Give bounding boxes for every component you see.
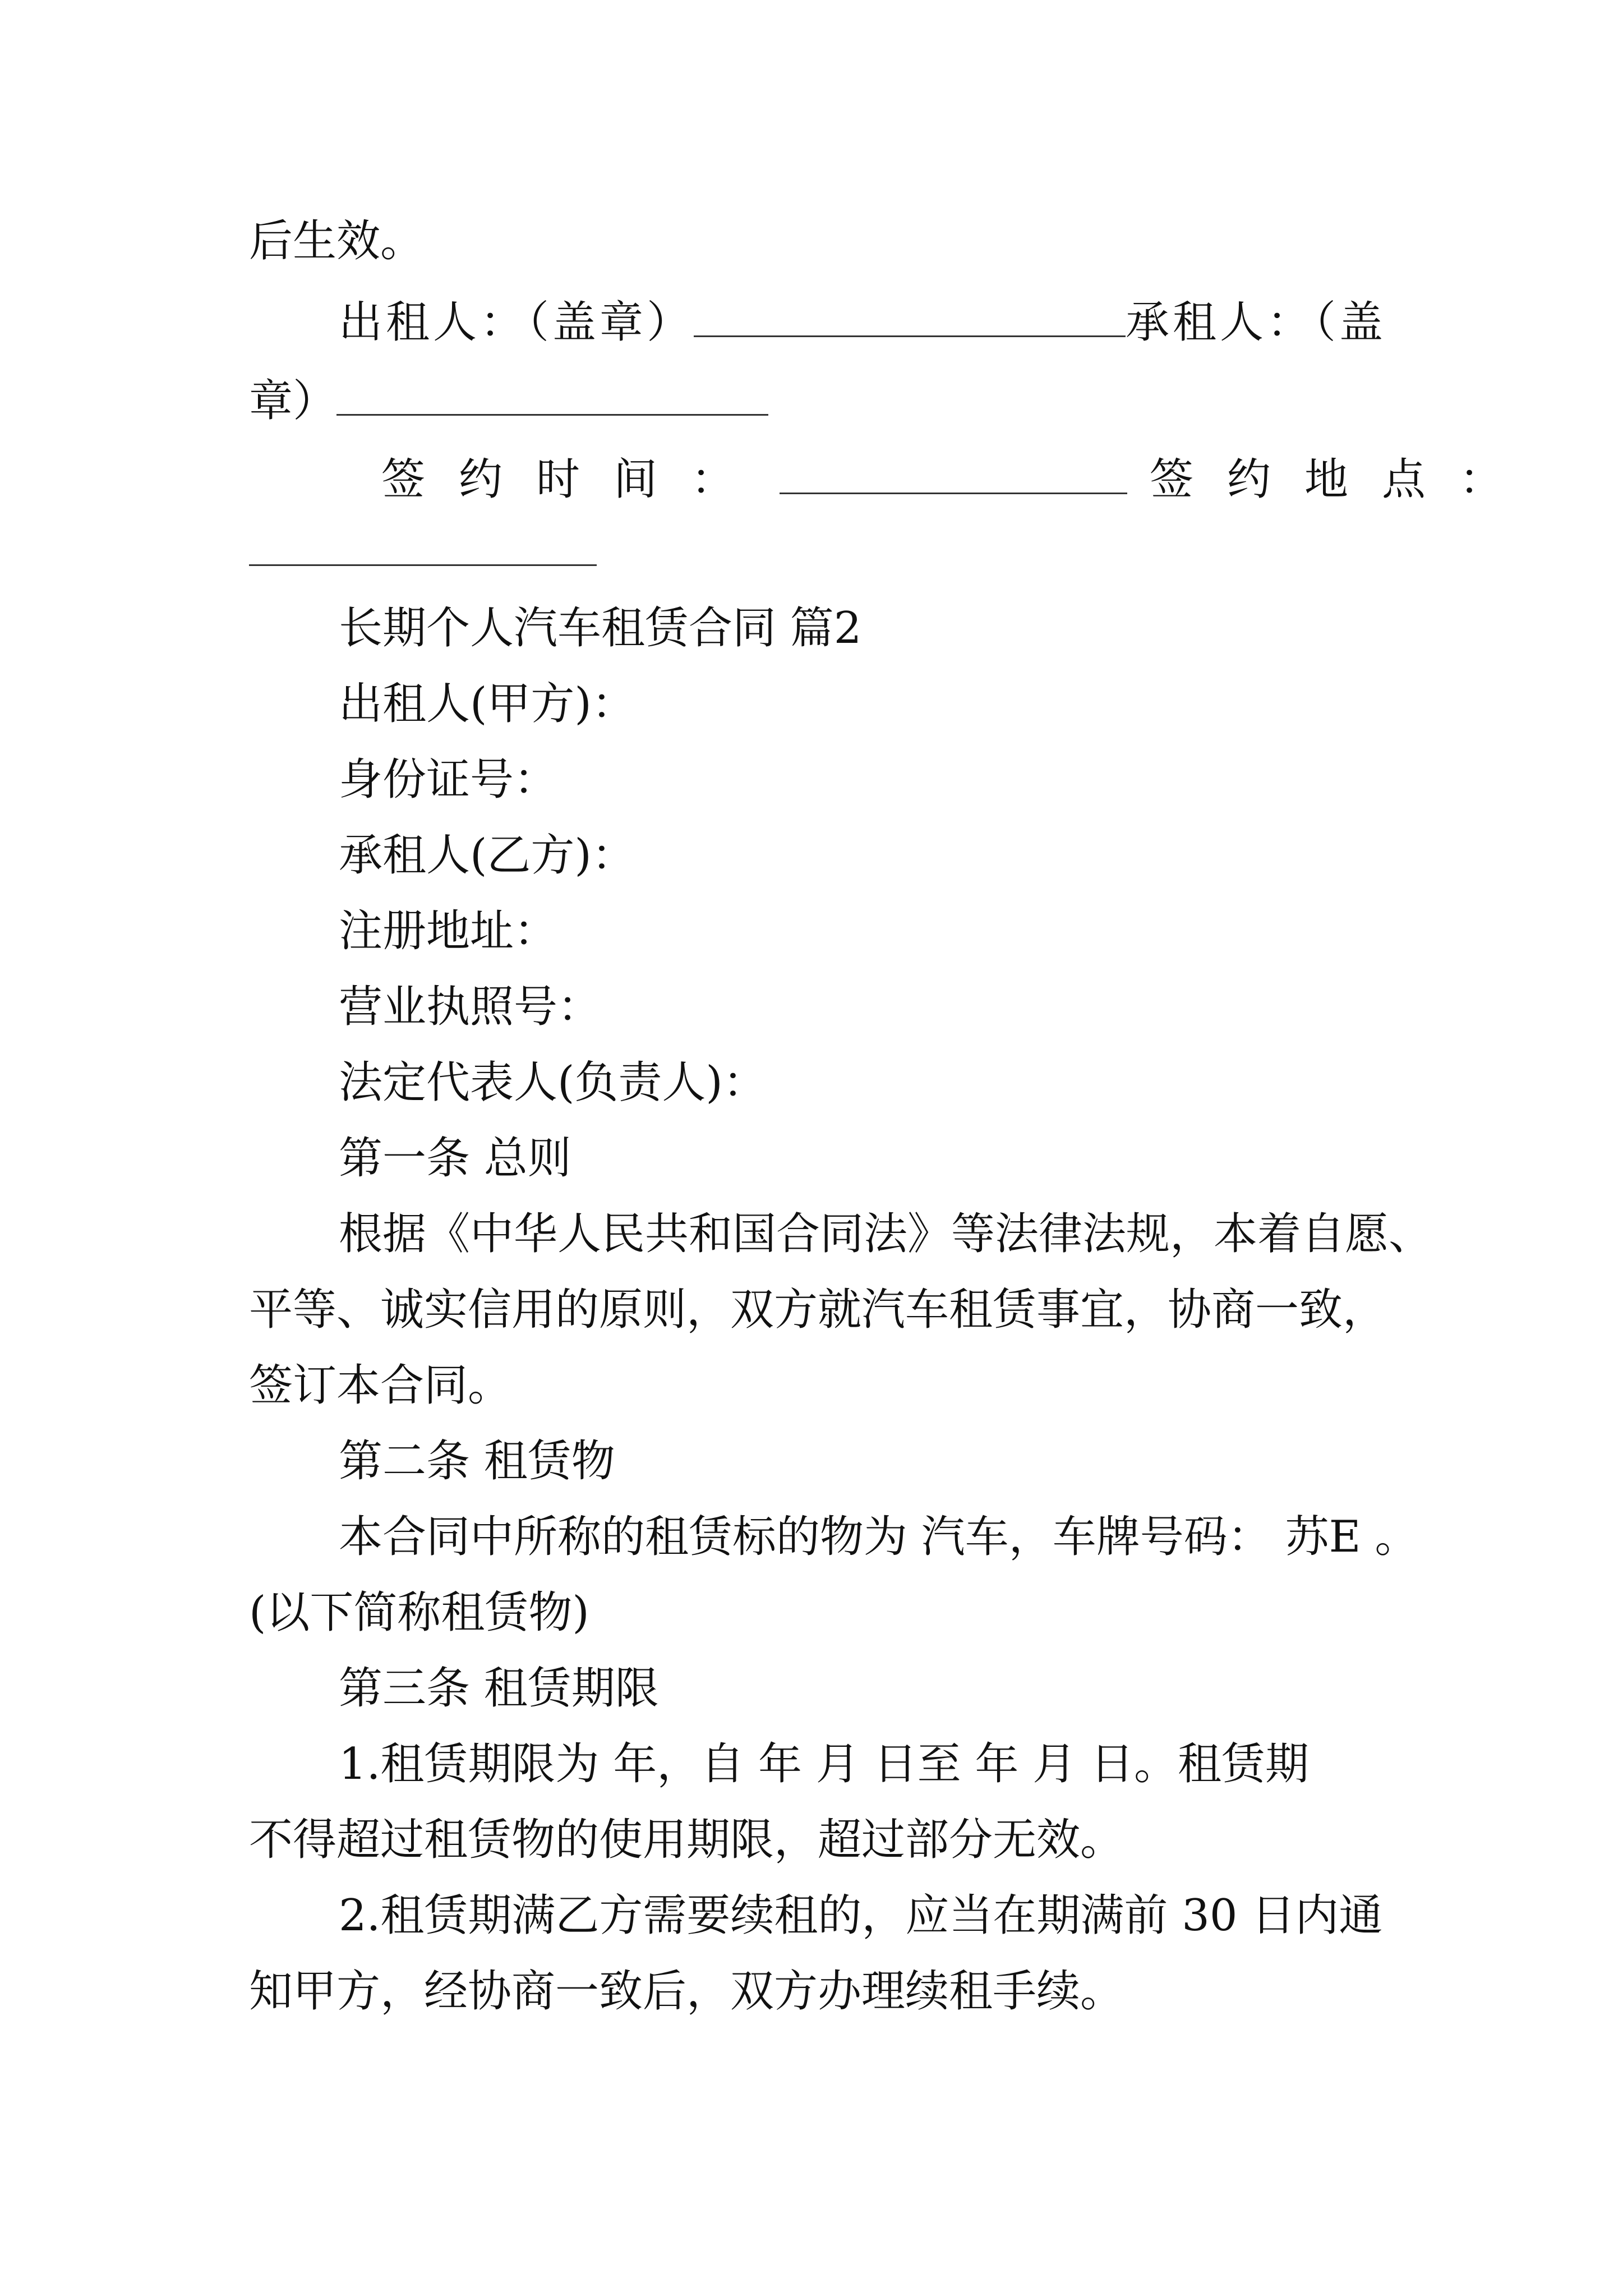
text-line: 平等、诚实信用的原则，双方就汽车租赁事宜，协商一致，	[249, 1285, 1387, 1335]
signature-row-lessee	[249, 370, 1387, 429]
article-heading: 第二条 租赁物	[339, 1436, 615, 1487]
text-span: 签约地点：	[1150, 454, 1537, 505]
text-span: 章）	[249, 376, 337, 426]
text-line: 营业执照号：	[339, 982, 602, 1032]
text-line: 本合同中所称的租赁标的物为 汽车，车牌号码： 苏E 。	[339, 1512, 1419, 1562]
text-span: 出租人：（盖章）	[339, 297, 694, 348]
signature-blank	[336, 370, 768, 416]
text-span: 签约时间：	[381, 454, 769, 505]
text-line: 知甲方，经协商一致后，双方办理续租手续。	[249, 1966, 1124, 2017]
article-heading: 第三条 租赁期限	[339, 1663, 659, 1714]
text-span: 承租人：（盖	[1126, 297, 1387, 348]
signature-row-lessor	[339, 292, 1477, 351]
signing-info-row	[381, 449, 1537, 508]
text-line: 不得超过租赁物的使用期限，超过部分无效。	[249, 1815, 1124, 1865]
text-line: 承租人(乙方)：	[339, 830, 635, 881]
text-line: 1.租赁期限为 年，自 年 月 日至 年 月 日。租赁期	[339, 1739, 1309, 1789]
section-title: 长期个人汽车租赁合同 篇2	[339, 603, 862, 654]
signature-blank	[694, 292, 1126, 337]
location-blank	[249, 564, 597, 566]
text-line: (以下简称租赁物)	[249, 1588, 589, 1638]
text-line: 法定代表人(负责人)：	[339, 1057, 767, 1108]
text-line: 注册地址：	[339, 906, 558, 956]
text-line: 根据《中华人民共和国合同法》等法律法规，本着自愿、	[339, 1209, 1433, 1259]
text-line: 身份证号：	[339, 754, 558, 805]
text-line: 2.租赁期满乙方需要续租的，应当在期满前 30 日内通	[339, 1890, 1383, 1941]
date-blank	[780, 449, 1127, 494]
article-heading: 第一条 总则	[339, 1133, 571, 1184]
text-line: 后生效。	[249, 216, 425, 266]
text-line: 签订本合同。	[249, 1360, 512, 1411]
text-line: 出租人(甲方)：	[339, 679, 635, 729]
